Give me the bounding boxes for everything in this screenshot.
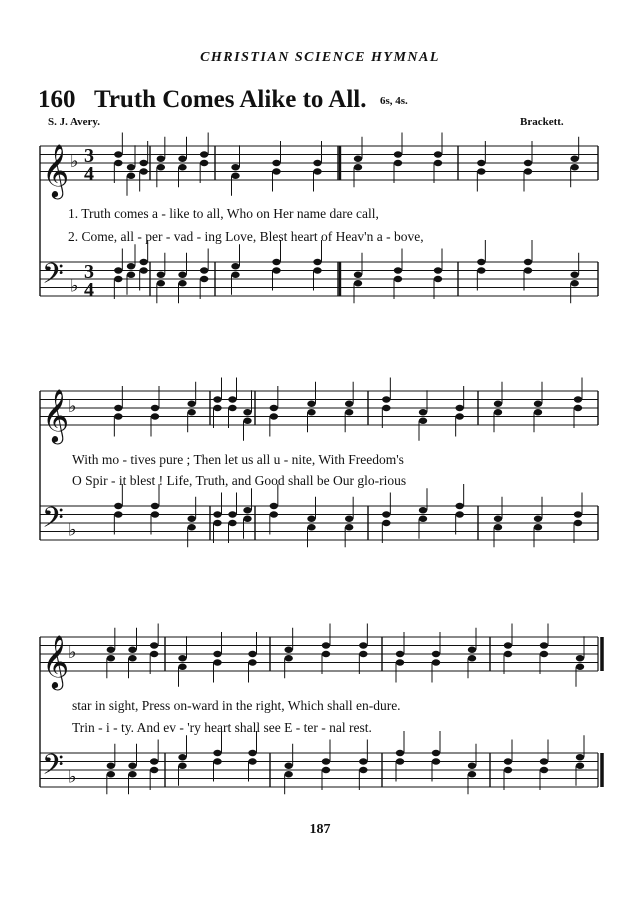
note-head (213, 659, 221, 665)
note-head (213, 511, 221, 517)
note-head (574, 396, 582, 402)
note-head (178, 655, 186, 661)
note-head (231, 173, 239, 179)
note-head (432, 758, 440, 764)
note-head (128, 763, 136, 769)
note-head (477, 267, 485, 273)
note-head (128, 647, 136, 653)
note-head (284, 763, 292, 769)
note-head (231, 164, 239, 170)
note-head (359, 758, 367, 764)
note-head (151, 503, 159, 509)
note-head (382, 405, 390, 411)
page-number: 187 (309, 822, 331, 837)
note-head (455, 503, 463, 509)
note-head (128, 771, 136, 777)
note-head (178, 156, 186, 162)
note-head (534, 516, 542, 522)
note-head (187, 401, 195, 407)
note-head (313, 168, 321, 174)
note-head (243, 507, 251, 513)
note-head (313, 160, 321, 166)
note-head (345, 524, 353, 530)
note-head (272, 259, 280, 265)
note-head (231, 272, 239, 278)
note-head (394, 276, 402, 282)
hymn-number: 160 (38, 86, 76, 113)
note-head (213, 520, 221, 526)
note-head (114, 160, 122, 166)
note-head (248, 750, 256, 756)
note-head (396, 651, 404, 657)
note-head (178, 164, 186, 170)
note-head (157, 280, 165, 286)
note-head (524, 168, 532, 174)
note-head (200, 160, 208, 166)
note-head (382, 511, 390, 517)
note-head (322, 651, 330, 657)
note-head (540, 758, 548, 764)
note-head (272, 160, 280, 166)
note-head (284, 647, 292, 653)
note-head (419, 507, 427, 513)
note-head (178, 763, 186, 769)
note-head (468, 655, 476, 661)
note-head (570, 156, 578, 162)
note-head (228, 405, 236, 411)
composer-credit: Brackett. (520, 116, 564, 128)
note-head (354, 164, 362, 170)
note-head (151, 511, 159, 517)
note-head (307, 524, 315, 530)
lyric-line-s1-v2: 2. Come, all - per - vad - ing Love, Blest heart of Heav'n a - bove, (68, 229, 424, 244)
note-head (322, 642, 330, 648)
note-head (432, 750, 440, 756)
note-head (114, 405, 122, 411)
bass-clef: 𝄢 (42, 748, 64, 789)
note-head (322, 767, 330, 773)
time-signature-top: 3 (84, 261, 94, 283)
note-head (396, 750, 404, 756)
note-head (345, 409, 353, 415)
note-head (524, 160, 532, 166)
note-head (504, 651, 512, 657)
key-signature-flat: ♭ (68, 519, 77, 541)
note-head (187, 524, 195, 530)
lyric-line-s3-v1: star in sight, Press on-ward in the right, Which shall en-dure. (72, 698, 401, 713)
note-head (394, 267, 402, 273)
note-head (434, 276, 442, 282)
note-head (419, 516, 427, 522)
note-head (248, 758, 256, 764)
note-head (576, 754, 584, 760)
note-head (150, 651, 158, 657)
time-signature-top: 3 (84, 145, 94, 167)
note-head (248, 659, 256, 665)
note-head (434, 151, 442, 157)
note-head (494, 524, 502, 530)
note-head (534, 524, 542, 530)
note-head (270, 405, 278, 411)
bass-clef: 𝄢 (42, 501, 64, 542)
note-head (157, 164, 165, 170)
bass-clef: 𝄢 (42, 257, 64, 298)
note-head (139, 168, 147, 174)
note-head (382, 520, 390, 526)
note-head (228, 511, 236, 517)
note-head (114, 413, 122, 419)
note-head (128, 655, 136, 661)
note-head (534, 401, 542, 407)
lyric-line-s2-v2: O Spir - it blest ! Life, Truth, and Good shall be Our glo-rious (72, 473, 407, 488)
note-head (468, 771, 476, 777)
note-head (477, 259, 485, 265)
note-head (178, 664, 186, 670)
note-head (150, 758, 158, 764)
note-head (127, 173, 135, 179)
note-head (504, 758, 512, 764)
note-head (107, 763, 115, 769)
note-head (570, 280, 578, 286)
note-head (228, 396, 236, 402)
note-head (307, 401, 315, 407)
note-head (359, 767, 367, 773)
note-head (270, 413, 278, 419)
note-head (139, 259, 147, 265)
note-head (504, 767, 512, 773)
note-head (114, 276, 122, 282)
note-head (540, 651, 548, 657)
note-head (114, 503, 122, 509)
note-head (151, 413, 159, 419)
lyric-line-s2-v1: With mo - tives pure ; Then let us all u - nite, With Freedom's (72, 452, 404, 467)
note-head (228, 520, 236, 526)
note-head (574, 405, 582, 411)
key-signature-flat: ♭ (68, 642, 77, 663)
running-head: CHRISTIAN SCIENCE HYMNAL (200, 50, 440, 65)
note-head (494, 516, 502, 522)
note-head (540, 642, 548, 648)
note-head (213, 396, 221, 402)
note-head (270, 511, 278, 517)
note-head (576, 655, 584, 661)
note-head (127, 263, 135, 269)
note-head (322, 758, 330, 764)
note-head (524, 259, 532, 265)
time-signature-bottom: 4 (84, 279, 94, 301)
note-head (570, 272, 578, 278)
note-head (359, 642, 367, 648)
note-head (114, 511, 122, 517)
note-head (200, 276, 208, 282)
note-head (394, 160, 402, 166)
note-head (419, 409, 427, 415)
note-head (494, 401, 502, 407)
note-head (307, 409, 315, 415)
note-head (534, 409, 542, 415)
note-head (313, 259, 321, 265)
note-head (272, 267, 280, 273)
note-head (419, 418, 427, 424)
note-head (187, 409, 195, 415)
note-head (157, 272, 165, 278)
note-head (114, 151, 122, 157)
note-head (570, 164, 578, 170)
hymn-meter: 6s, 4s. (380, 95, 408, 107)
note-head (213, 750, 221, 756)
note-head (432, 659, 440, 665)
note-head (574, 520, 582, 526)
note-head (576, 763, 584, 769)
note-head (477, 168, 485, 174)
treble-clef: 𝄞 (42, 388, 70, 442)
note-head (432, 651, 440, 657)
note-head (284, 655, 292, 661)
note-head (468, 647, 476, 653)
note-head (178, 280, 186, 286)
note-head (151, 405, 159, 411)
note-head (345, 401, 353, 407)
note-head (284, 771, 292, 777)
note-head (200, 151, 208, 157)
note-head (434, 267, 442, 273)
note-head (107, 655, 115, 661)
note-head (157, 156, 165, 162)
note-head (540, 767, 548, 773)
time-signature-bottom: 4 (84, 163, 94, 185)
note-head (434, 160, 442, 166)
note-head (231, 263, 239, 269)
note-head (272, 168, 280, 174)
note-head (504, 642, 512, 648)
treble-clef: 𝄞 (42, 143, 70, 197)
note-head (127, 272, 135, 278)
lyric-line-s1-v1: 1. Truth comes a - like to all, Who on Her name dare call, (68, 206, 379, 221)
note-head (243, 516, 251, 522)
note-head (107, 647, 115, 653)
note-head (107, 771, 115, 777)
note-head (354, 272, 362, 278)
note-head (243, 418, 251, 424)
note-head (396, 758, 404, 764)
note-head (394, 151, 402, 157)
note-head (139, 160, 147, 166)
note-head (213, 758, 221, 764)
note-head (127, 164, 135, 170)
note-head (270, 503, 278, 509)
note-head (307, 516, 315, 522)
note-head (345, 516, 353, 522)
note-head (574, 511, 582, 517)
note-head (114, 267, 122, 273)
note-head (243, 409, 251, 415)
note-head (576, 664, 584, 670)
note-head (150, 642, 158, 648)
note-head (213, 405, 221, 411)
lyric-line-s3-v2: Trin - i - ty. And ev - 'ry heart shall see E - ter - nal rest. (72, 720, 372, 735)
note-head (313, 267, 321, 273)
note-head (354, 156, 362, 162)
note-head (359, 651, 367, 657)
hymn-title: Truth Comes Alike to All. (94, 86, 367, 113)
note-head (200, 267, 208, 273)
note-head (455, 405, 463, 411)
key-signature-flat: ♭ (70, 275, 79, 297)
note-head (524, 267, 532, 273)
note-head (477, 160, 485, 166)
note-head (248, 651, 256, 657)
note-head (213, 651, 221, 657)
note-head (139, 267, 147, 273)
note-head (494, 409, 502, 415)
note-head (178, 754, 186, 760)
key-signature-flat: ♭ (68, 766, 77, 788)
note-head (396, 659, 404, 665)
note-head (354, 280, 362, 286)
note-head (178, 272, 186, 278)
key-signature-flat: ♭ (68, 396, 77, 417)
note-head (455, 511, 463, 517)
note-head (187, 516, 195, 522)
note-head (150, 767, 158, 773)
treble-clef: 𝄞 (42, 634, 70, 688)
author-credit: S. J. Avery. (48, 116, 101, 128)
note-head (382, 396, 390, 402)
key-signature-flat: ♭ (70, 151, 79, 172)
note-head (468, 763, 476, 769)
note-head (455, 413, 463, 419)
